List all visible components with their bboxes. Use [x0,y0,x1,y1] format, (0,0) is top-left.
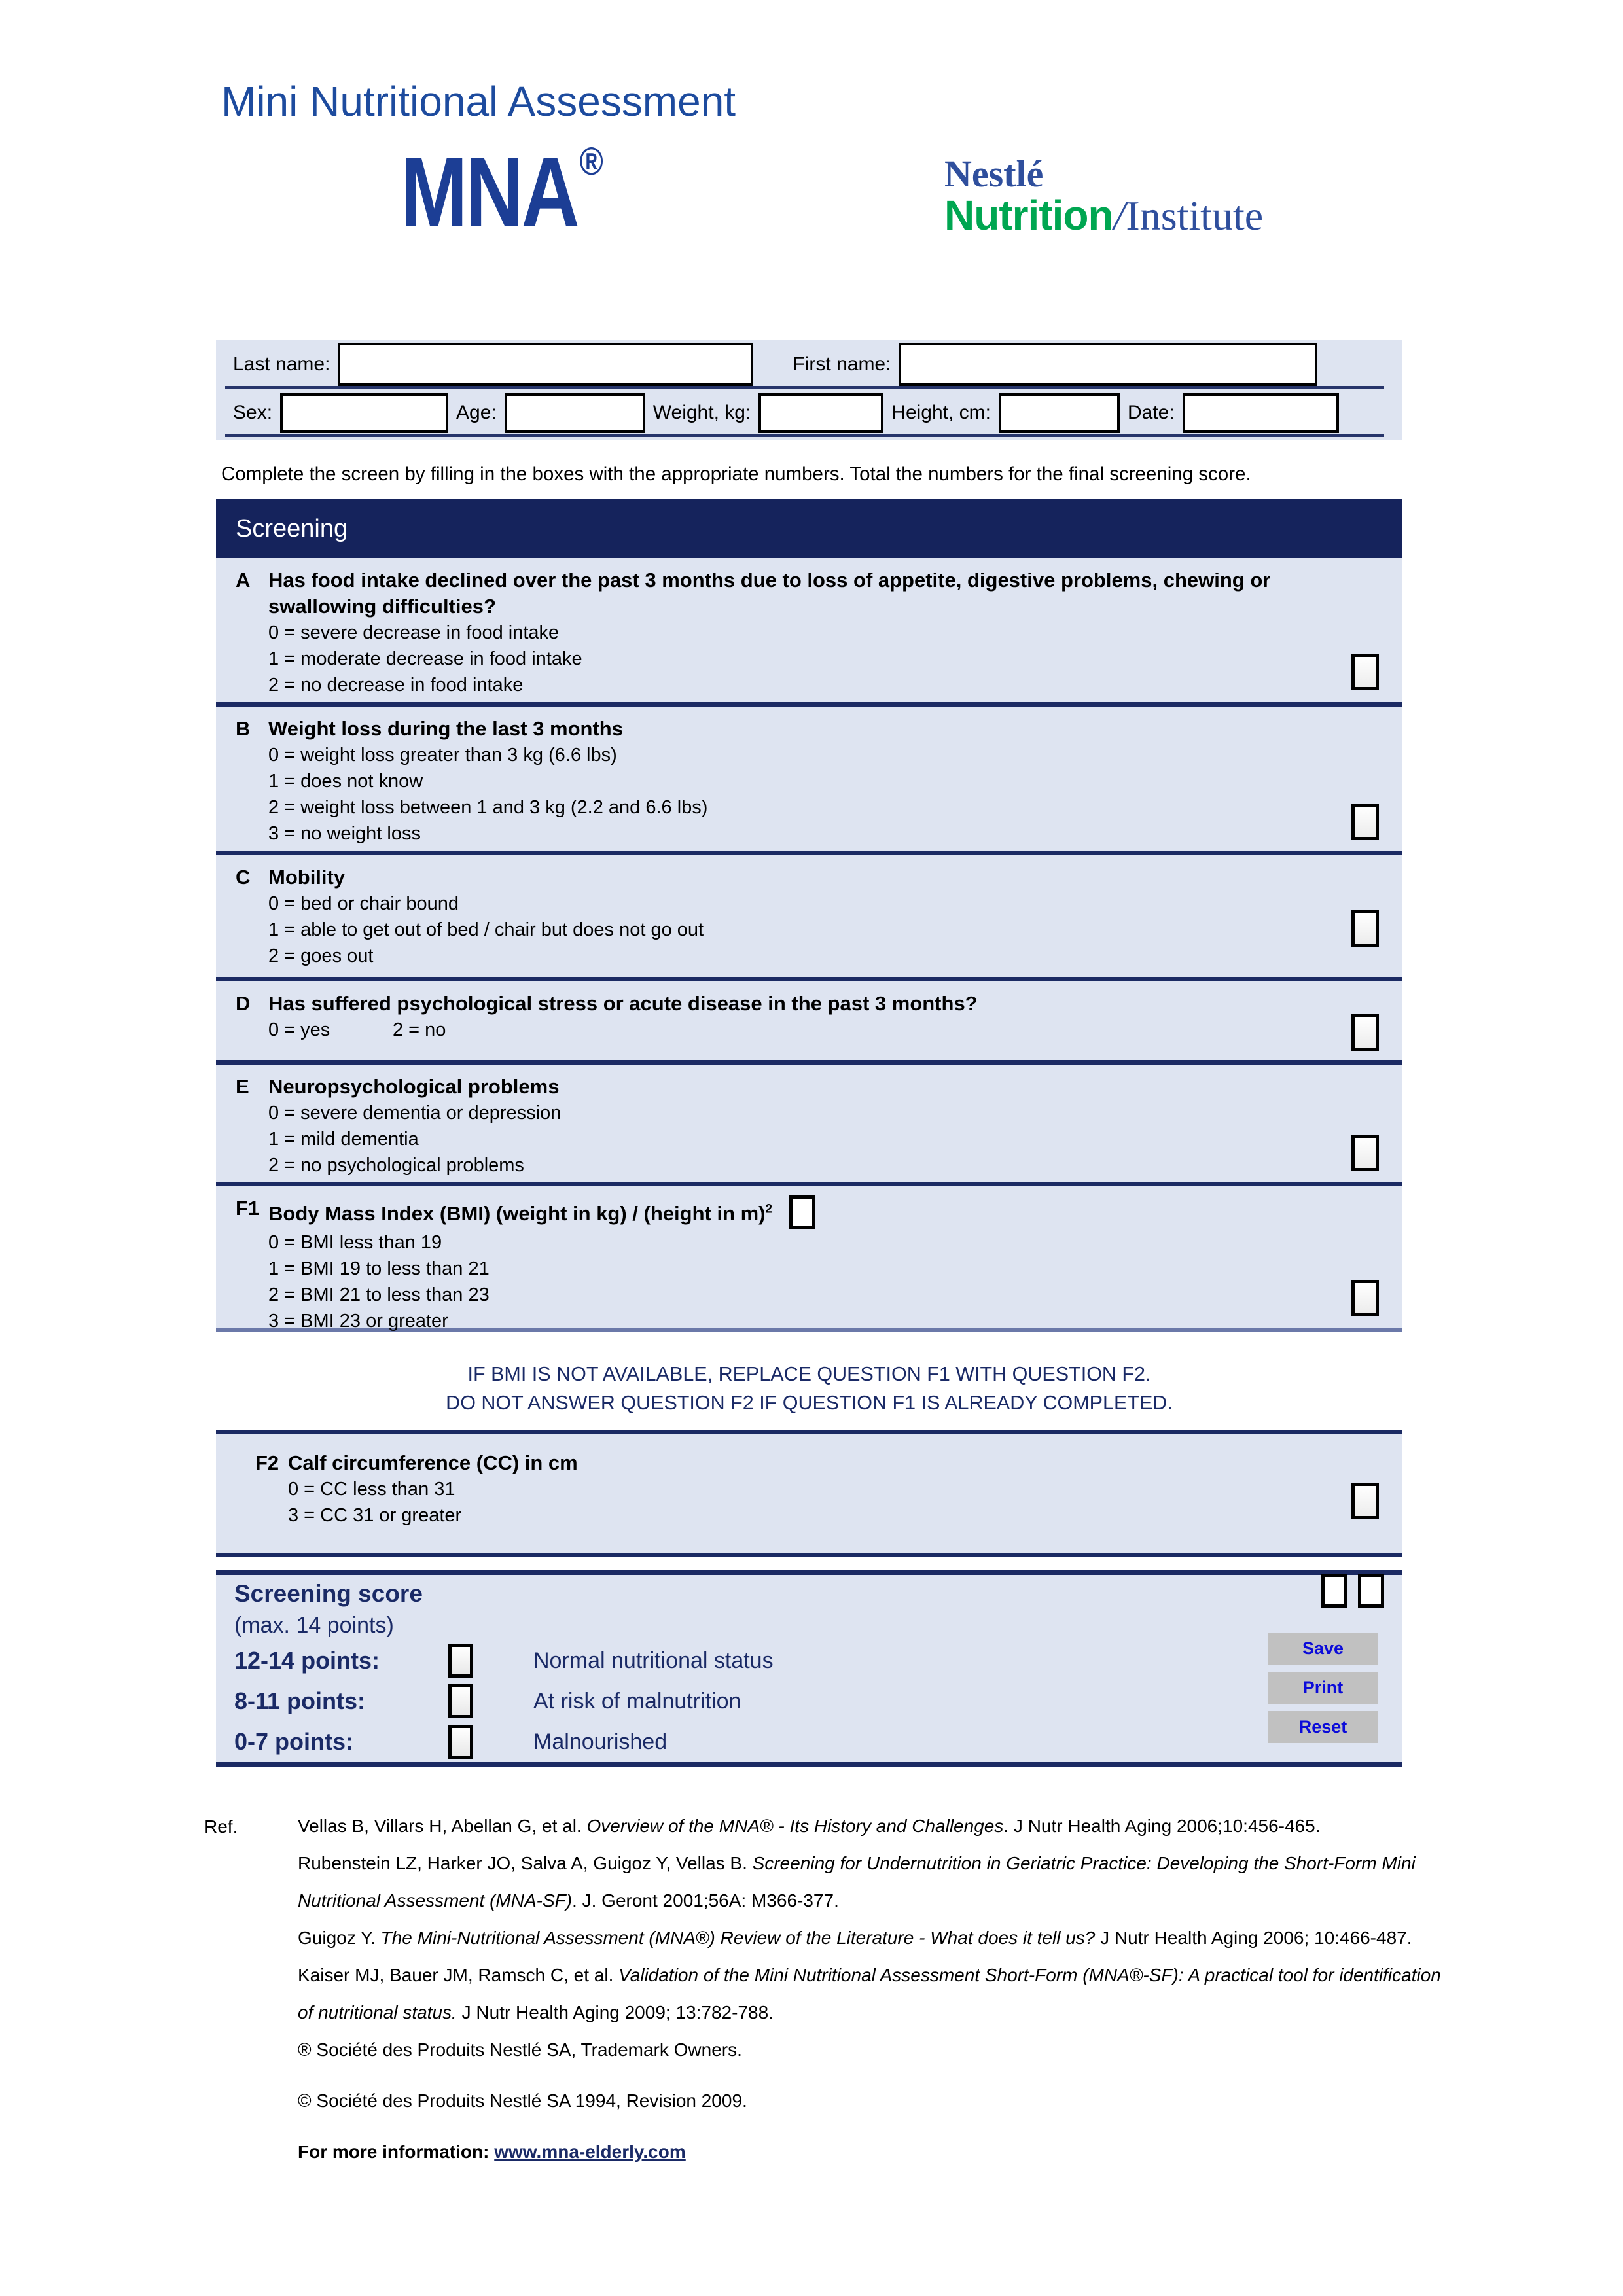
question-title: Has food intake declined over the past 3 months due to loss of appetite, digestive problems, chewing or [268,569,1271,592]
references-block [204,1807,1441,2170]
score-total-boxes [1321,1574,1384,1608]
reference-text: Guigoz Y. [298,1928,381,1948]
question-body [268,1195,1402,1334]
score-range-label: 0-7 points: [234,1728,354,1755]
patient-field-label: Last name: [233,353,330,375]
question-option: 0 = weight loss greater than 3 kg (6.6 lbs) [268,745,617,766]
question-a [216,558,1402,702]
mna-logo-text: MNA [401,137,578,247]
institute-wordmark: Institute [1126,192,1264,239]
patient-field-input-first-name[interactable] [899,343,1317,386]
patient-field-label: Date: [1128,402,1175,423]
score-total-box[interactable] [1321,1574,1347,1608]
question-option: 0 = BMI less than 19 [268,1232,442,1253]
question-d [216,981,1402,1060]
reference-text: Screening for Undernutrition in Geriatric Practice: Developing the Short-Form Mini [752,1853,1416,1873]
reference-text: J Nutr Health Aging 2006; 10:466-487. [1095,1928,1412,1948]
question-body [268,991,1402,1043]
answer-box-f2[interactable] [1351,1483,1379,1519]
screening-score-panel [216,1570,1402,1767]
question-f1 [216,1186,1402,1332]
question-option: 2 = no decrease in food intake [268,675,524,696]
question-id: F1 [236,1197,260,1220]
question-row [236,864,1402,969]
row-divider [225,434,1384,437]
screening-score-title: Screening score [234,1580,423,1607]
patient-info-panel [216,340,1402,440]
question-option: 0 = severe dementia or depression [268,1103,562,1123]
reference-text: The Mini-Nutritional Assessment (MNA®) Review of the Literature - What does it tell us? [380,1928,1096,1948]
question-option: 1 = does not know [268,771,423,792]
question-row [236,567,1402,698]
score-status-label: Normal nutritional status [533,1648,774,1673]
reference-line [298,1882,1441,1919]
question-option: 2 = weight loss between 1 and 3 kg (2.2 and 6.6 lbs) [268,797,708,818]
reference-text: J Nutr Health Aging 2009; 13:782-788. [456,2002,774,2022]
answer-box-d[interactable] [1351,1014,1379,1051]
patient-row-1 [216,340,1402,389]
question-body [268,567,1402,698]
bmi-note-line-2: DO NOT ANSWER QUESTION F2 IF QUESTION F1 IS ALREADY COMPLETED. [446,1392,1173,1414]
answer-box-a[interactable] [1351,654,1379,690]
patient-field-input-weight-kg[interactable] [758,393,883,433]
question-id: A [236,569,251,592]
question-b [216,707,1402,851]
patient-field-label: First name: [793,353,891,375]
score-legend-row [234,1640,774,1681]
question-option: 2 = no [393,1019,446,1040]
question-body [268,864,1402,969]
question-id: E [236,1075,249,1098]
answer-box-e[interactable] [1351,1135,1379,1171]
question-option: 3 = no weight loss [268,823,421,844]
question-title: Weight loss during the last 3 months [268,717,623,740]
screening-section-header [216,499,1402,558]
reference-line [298,1956,1441,1994]
patient-field-label: Weight, kg: [652,402,751,423]
nutrition-wordmark: Nutrition [944,192,1113,239]
question-option: 3 = CC 31 or greater [288,1505,462,1526]
score-range-checkbox[interactable] [448,1644,473,1678]
reference-lines [298,1807,1441,2170]
question-id: B [236,717,251,740]
reference-line [298,1807,1441,1845]
reference-line [298,1845,1441,1882]
question-f2 [236,1441,1402,1528]
print-button[interactable]: Print [1268,1672,1378,1704]
reference-line [298,1919,1441,1956]
patient-row-2 [216,389,1402,437]
score-legend-row [234,1722,774,1762]
reference-text: Nutritional Assessment (MNA-SF) [298,1890,573,1911]
question-id: D [236,992,251,1015]
question-row [236,1074,1402,1178]
question-e [216,1065,1402,1182]
patient-field-label: Height, cm: [891,402,991,423]
patient-field-input-last-name[interactable] [338,343,753,386]
score-status-label: Malnourished [533,1729,668,1754]
question-id: F2 [255,1451,279,1474]
patient-field-input-height-cm[interactable] [999,393,1120,433]
question-option: 0 = yes [268,1019,330,1040]
reference-line [298,1994,1441,2031]
reference-text: Rubenstein LZ, Harker JO, Salva A, Guigoz Y, Vellas B. [298,1853,753,1873]
question-option: 1 = mild dementia [268,1129,419,1150]
question-body [268,1074,1402,1178]
question-title: Neuropsychological problems [268,1075,560,1098]
answer-box-b[interactable] [1351,804,1379,840]
question-body [268,716,1402,847]
question-option: 1 = moderate decrease in food intake [268,648,582,669]
score-range-label: 8-11 points: [234,1687,366,1714]
question-f2-panel [216,1430,1402,1557]
answer-box-f1-inline[interactable] [789,1195,815,1229]
answer-box-c[interactable] [1351,910,1379,947]
section-divider [216,1060,1402,1065]
question-option: 0 = CC less than 31 [288,1479,455,1500]
patient-field-input-age[interactable] [505,393,645,433]
score-legend-row [234,1681,774,1722]
reference-text: Vellas B, Villars H, Abellan G, et al. [298,1816,587,1836]
mna-logo [401,137,603,247]
patient-field-label: Sex: [233,402,273,423]
reference-text: Overview of the MNA® - Its History and Challenges [586,1816,1004,1836]
superscript: 2 [765,1202,773,1216]
question-option: 2 = BMI 21 to less than 23 [268,1284,490,1305]
question-body [288,1450,1402,1528]
question-row [236,1195,1402,1334]
reset-button[interactable]: Reset [1268,1711,1378,1743]
bmi-note [216,1360,1402,1417]
references-label: Ref. [204,1816,238,1837]
question-row [236,716,1402,847]
screening-score-subtitle: (max. 14 points) [234,1613,394,1638]
question-title: Body Mass Index (BMI) (weight in kg) / (height in m)$^2$ [268,1195,1402,1229]
nestle-wordmark: Nestlé [944,152,1044,195]
more-info-line [298,2133,1441,2170]
patient-field-label: Age: [456,402,497,423]
form-instruction: Complete the screen by filling in the boxes with the appropriate numbers. Total the numbers for the final screening score. [221,463,1251,485]
reference-text: © Société des Produits Nestlé SA 1994, Revision 2009. [298,2091,747,2111]
question-options-inline [268,1017,1402,1043]
nestle-nutrition-institute-logo [944,154,1263,238]
registered-trademark-icon: ® [579,139,603,183]
score-total-box[interactable] [1358,1574,1384,1608]
score-range-checkbox[interactable] [448,1725,473,1759]
question-title: Has suffered psychological stress or acute disease in the past 3 months? [268,992,978,1015]
score-status-label: At risk of malnutrition [533,1688,741,1714]
question-title: swallowing difficulties? [268,595,496,618]
question-id: C [236,866,251,889]
reference-text: . J Nutr Health Aging 2006;10:456-465. [1003,1816,1321,1836]
screening-questions-panel [216,558,1402,1332]
bmi-note-line-1: IF BMI IS NOT AVAILABLE, REPLACE QUESTION F1 WITH QUESTION F2. [467,1363,1151,1385]
nutrition-institute-wordmark [944,194,1263,238]
question-c [216,855,1402,977]
section-divider [216,1182,1402,1186]
question-option: 0 = bed or chair bound [268,893,459,914]
reference-line [298,2031,1441,2068]
form-action-buttons [1268,1633,1378,1743]
page-title: Mini Nutritional Assessment [221,78,736,125]
question-title: Calf circumference (CC) in cm [288,1451,578,1474]
question-row [236,991,1402,1043]
section-divider [216,977,1402,981]
reference-line [298,2082,1441,2119]
question-option: 0 = severe decrease in food intake [268,622,560,643]
reference-text: Validation of the Mini Nutritional Assessment Short-Form (MNA®-SF): A practical tool for identification [618,1965,1441,1985]
reference-text: Kaiser MJ, Bauer JM, Ramsch C, et al. [298,1965,619,1985]
section-divider [216,851,1402,855]
patient-field-input-date[interactable] [1183,393,1339,433]
reference-text: . J. Geront 2001;56A: M366-377. [572,1890,839,1911]
question-title: Mobility [268,866,346,889]
section-divider [216,702,1402,707]
question-option: 1 = BMI 19 to less than 21 [268,1258,490,1279]
question-option: 2 = no psychological problems [268,1155,524,1176]
logo-separator: / [1113,192,1126,239]
score-range-label: 12-14 points: [234,1647,380,1674]
score-range-checkbox[interactable] [448,1684,473,1718]
reference-text: of nutritional status. [298,2002,457,2022]
screening-section-title: Screening [236,514,348,542]
question-row [255,1450,1402,1528]
save-button[interactable]: Save [1268,1633,1378,1665]
question-option: 2 = goes out [268,945,374,966]
question-option: 3 = BMI 23 or greater [268,1311,448,1332]
mna-elderly-link[interactable]: www.mna-elderly.com [494,2142,686,2162]
answer-box-f1[interactable] [1351,1280,1379,1316]
question-option: 1 = able to get out of bed / chair but does not go out [268,919,704,940]
patient-field-input-sex[interactable] [280,393,448,433]
more-info-prefix: For more information: [298,2142,495,2162]
reference-text: ® Société des Produits Nestlé SA, Trademark Owners. [298,2040,742,2060]
score-legend [234,1640,774,1762]
